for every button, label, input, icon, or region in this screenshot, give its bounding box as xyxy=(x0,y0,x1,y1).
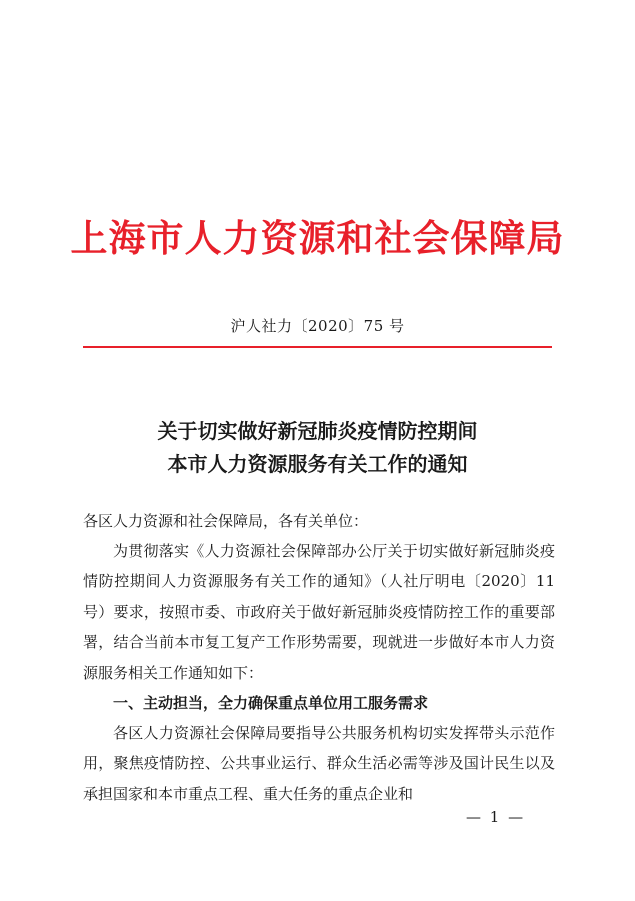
page-number: — 1 — xyxy=(466,808,526,826)
body-paragraph-1: 为贯彻落实《人力资源社会保障部办公厅关于切实做好新冠肺炎疫情防控期间人力资源服务有关工作的通知》（人社厅明电〔2020〕11 号）要求，按照市委、市政府关于做好新冠肺炎疫情防控工作的重要部署，结合当前本市复工复产工作形势需要，现就进一步做好本市人力资源服务相关工作通知如下： xyxy=(83,542,555,682)
document-number: 沪人社力〔2020〕75 号 xyxy=(230,317,405,335)
section-heading-1: 一、主动担当，全力确保重点单位用工服务需求 xyxy=(113,694,429,712)
red-divider-line xyxy=(83,346,552,348)
salutation: 各区人力资源和社会保障局，各有关单位： xyxy=(83,512,369,530)
document-title-line-1: 关于切实做好新冠肺炎疫情防控期间 xyxy=(157,419,478,443)
issuing-authority-header: 上海市人力资源和社会保障局 xyxy=(70,216,565,260)
body-paragraph-2: 各区人力资源社会保障局要指导公共服务机构切实发挥带头示范作用，聚焦疫情防控、公共事业运行、群众生活必需等涉及国计民生以及承担国家和本市重点工程、重大任务的重点企业和 xyxy=(83,724,555,803)
document-title-line-2: 本市人力资源服务有关工作的通知 xyxy=(167,452,468,476)
